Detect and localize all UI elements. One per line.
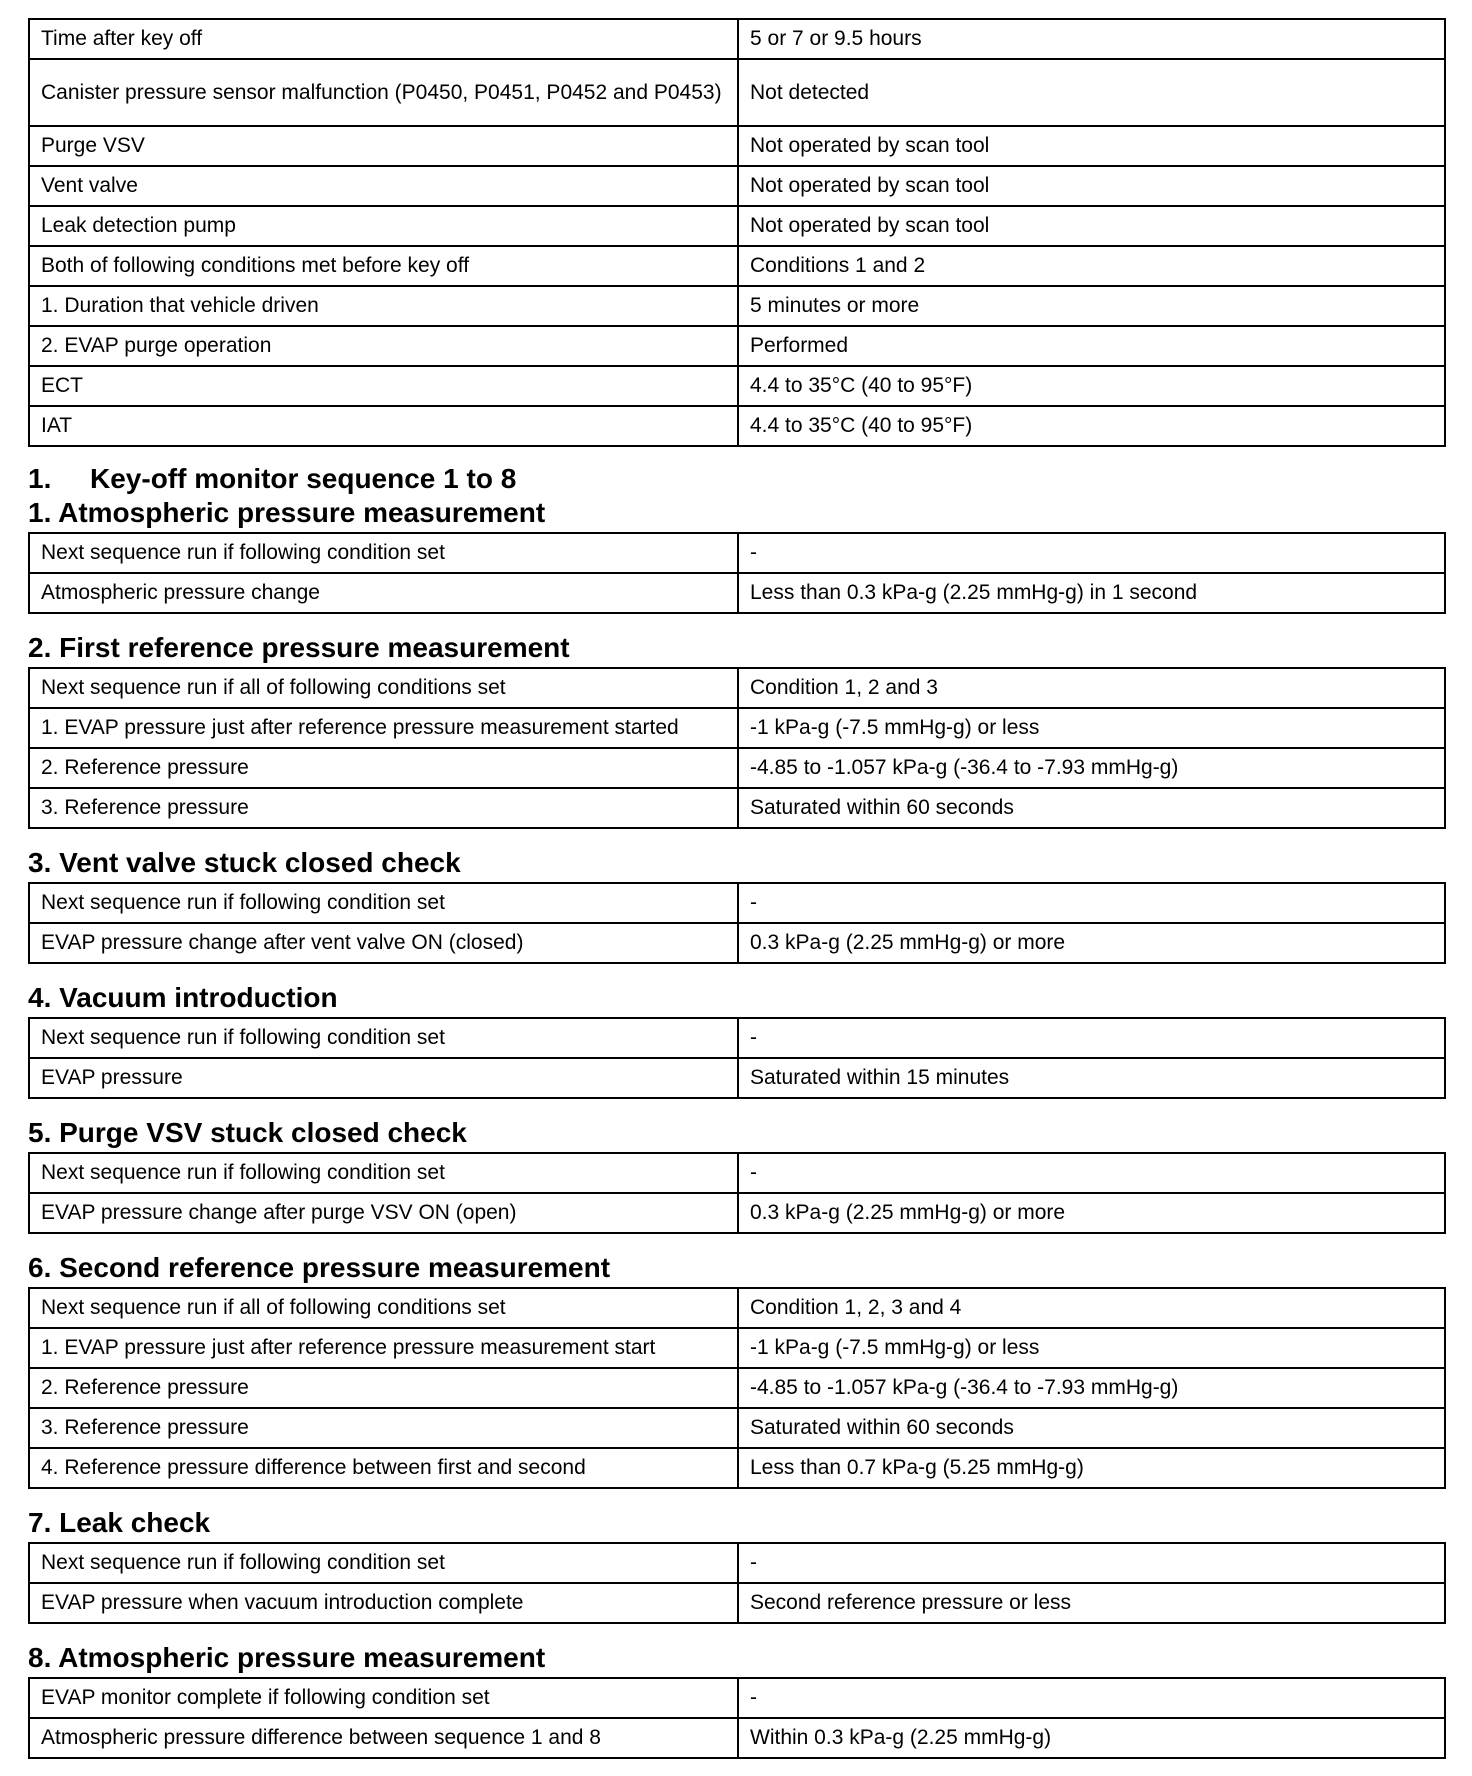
table-row (29, 573, 1445, 613)
condition-item: 2. EVAP purge operation (29, 326, 738, 366)
sequence-section (0, 630, 1472, 829)
sequence-section (0, 1640, 1472, 1759)
table-row (29, 883, 1445, 923)
condition-value: Saturated within 60 seconds (738, 1408, 1445, 1448)
condition-item: 2. Reference pressure (29, 1368, 738, 1408)
table-row (29, 326, 1445, 366)
condition-item: Leak detection pump (29, 206, 738, 246)
condition-value: -1 kPa-g (-7.5 mmHg-g) or less (738, 1328, 1445, 1368)
table-row (29, 19, 1445, 59)
condition-item: 2. Reference pressure (29, 748, 738, 788)
condition-value: Saturated within 60 seconds (738, 788, 1445, 828)
condition-value: Saturated within 15 minutes (738, 1058, 1445, 1098)
condition-value: - (738, 1018, 1445, 1058)
table-row (29, 1368, 1445, 1408)
condition-item: Vent valve (29, 166, 738, 206)
sequence-section (0, 1505, 1472, 1624)
table-row (29, 406, 1445, 446)
condition-item: EVAP pressure when vacuum introduction complete (29, 1583, 738, 1623)
condition-item: Atmospheric pressure change (29, 573, 738, 613)
main-heading-number: 1. (28, 463, 52, 494)
condition-value: Not operated by scan tool (738, 126, 1445, 166)
monitor-conditions-table (28, 18, 1446, 447)
condition-value: - (738, 883, 1445, 923)
sequence-table (28, 1542, 1446, 1624)
condition-item: Next sequence run if all of following conditions set (29, 668, 738, 708)
condition-item: Next sequence run if following condition set (29, 1543, 738, 1583)
table-row (29, 533, 1445, 573)
sequence-section (0, 980, 1472, 1099)
condition-value: Condition 1, 2, 3 and 4 (738, 1288, 1445, 1328)
condition-value: -1 kPa-g (-7.5 mmHg-g) or less (738, 708, 1445, 748)
condition-item: 1. Duration that vehicle driven (29, 286, 738, 326)
condition-item: Next sequence run if following condition set (29, 1018, 738, 1058)
table-row (29, 1543, 1445, 1583)
condition-value: 4.4 to 35°C (40 to 95°F) (738, 366, 1445, 406)
condition-value: Condition 1, 2 and 3 (738, 668, 1445, 708)
table-row (29, 1153, 1445, 1193)
condition-value: -4.85 to -1.057 kPa-g (-36.4 to -7.93 mmHg-g) (738, 748, 1445, 788)
section-title: 2. First reference pressure measurement (28, 632, 570, 663)
condition-value: Not operated by scan tool (738, 206, 1445, 246)
sequence-table (28, 667, 1446, 829)
table-row (29, 59, 1445, 126)
condition-value: 5 minutes or more (738, 286, 1445, 326)
condition-item: EVAP monitor complete if following condition set (29, 1678, 738, 1718)
sequence-table (28, 1287, 1446, 1489)
table-row (29, 788, 1445, 828)
table-row (29, 668, 1445, 708)
sequence-table (28, 1017, 1446, 1099)
condition-item: EVAP pressure (29, 1058, 738, 1098)
condition-item: Next sequence run if following condition set (29, 1153, 738, 1193)
table-row (29, 1193, 1445, 1233)
table-row (29, 1408, 1445, 1448)
condition-item: Next sequence run if following condition set (29, 533, 738, 573)
main-heading-text: Key-off monitor sequence 1 to 8 (90, 463, 517, 494)
section-title: 6. Second reference pressure measurement (28, 1252, 611, 1283)
sequence-section (0, 845, 1472, 964)
table-row (29, 708, 1445, 748)
table-row (29, 126, 1445, 166)
table-row (29, 366, 1445, 406)
condition-item: Atmospheric pressure difference between sequence 1 and 8 (29, 1718, 738, 1758)
condition-value: - (738, 1543, 1445, 1583)
condition-item: Time after key off (29, 19, 738, 59)
condition-item: IAT (29, 406, 738, 446)
condition-value: - (738, 533, 1445, 573)
condition-item: EVAP pressure change after vent valve ON (closed) (29, 923, 738, 963)
table-row (29, 286, 1445, 326)
condition-item: Both of following conditions met before key off (29, 246, 738, 286)
condition-item: Next sequence run if all of following conditions set (29, 1288, 738, 1328)
section-title: 5. Purge VSV stuck closed check (28, 1117, 467, 1148)
condition-value: Within 0.3 kPa-g (2.25 mmHg-g) (738, 1718, 1445, 1758)
table-row (29, 923, 1445, 963)
sequence-table (28, 882, 1446, 964)
section-title: 3. Vent valve stuck closed check (28, 847, 461, 878)
main-heading (28, 461, 1472, 497)
table-row (29, 1718, 1445, 1758)
sequence-section (0, 1115, 1472, 1234)
table-row (29, 1288, 1445, 1328)
condition-item: EVAP pressure change after purge VSV ON (open) (29, 1193, 738, 1233)
sequence-table (28, 1152, 1446, 1234)
section-title: 4. Vacuum introduction (28, 982, 338, 1013)
table-row (29, 246, 1445, 286)
sequence-table (28, 532, 1446, 614)
condition-value: Not operated by scan tool (738, 166, 1445, 206)
condition-item: Canister pressure sensor malfunction (P0450, P0451, P0452 and P0453) (29, 59, 738, 126)
condition-value: Second reference pressure or less (738, 1583, 1445, 1623)
condition-value: Less than 0.7 kPa-g (5.25 mmHg-g) (738, 1448, 1445, 1488)
table-row (29, 1678, 1445, 1718)
table-row (29, 1328, 1445, 1368)
condition-item: Purge VSV (29, 126, 738, 166)
section-title: 7. Leak check (28, 1507, 211, 1538)
condition-value: 0.3 kPa-g (2.25 mmHg-g) or more (738, 923, 1445, 963)
sequence-section (0, 1250, 1472, 1489)
condition-value: Conditions 1 and 2 (738, 246, 1445, 286)
condition-item: 1. EVAP pressure just after reference pressure measurement started (29, 708, 738, 748)
condition-item: 1. EVAP pressure just after reference pressure measurement start (29, 1328, 738, 1368)
condition-value: Less than 0.3 kPa-g (2.25 mmHg-g) in 1 second (738, 573, 1445, 613)
table-row (29, 166, 1445, 206)
condition-item: 3. Reference pressure (29, 788, 738, 828)
table-row (29, 1583, 1445, 1623)
condition-item: 4. Reference pressure difference between first and second (29, 1448, 738, 1488)
section-title: 1. Atmospheric pressure measurement (28, 497, 546, 528)
condition-value: Not detected (738, 59, 1445, 126)
condition-value: Performed (738, 326, 1445, 366)
condition-value: - (738, 1153, 1445, 1193)
table-row (29, 206, 1445, 246)
table-row (29, 1448, 1445, 1488)
table-row (29, 1018, 1445, 1058)
sequence-table (28, 1677, 1446, 1759)
section-title: 8. Atmospheric pressure measurement (28, 1642, 546, 1673)
condition-value: -4.85 to -1.057 kPa-g (-36.4 to -7.93 mmHg-g) (738, 1368, 1445, 1408)
condition-value: 0.3 kPa-g (2.25 mmHg-g) or more (738, 1193, 1445, 1233)
table-row (29, 748, 1445, 788)
condition-value: 4.4 to 35°C (40 to 95°F) (738, 406, 1445, 446)
sequence-section (0, 495, 1472, 614)
condition-value: - (738, 1678, 1445, 1718)
condition-item: ECT (29, 366, 738, 406)
table-row (29, 1058, 1445, 1098)
condition-item: 3. Reference pressure (29, 1408, 738, 1448)
condition-item: Next sequence run if following condition set (29, 883, 738, 923)
condition-value: 5 or 7 or 9.5 hours (738, 19, 1445, 59)
